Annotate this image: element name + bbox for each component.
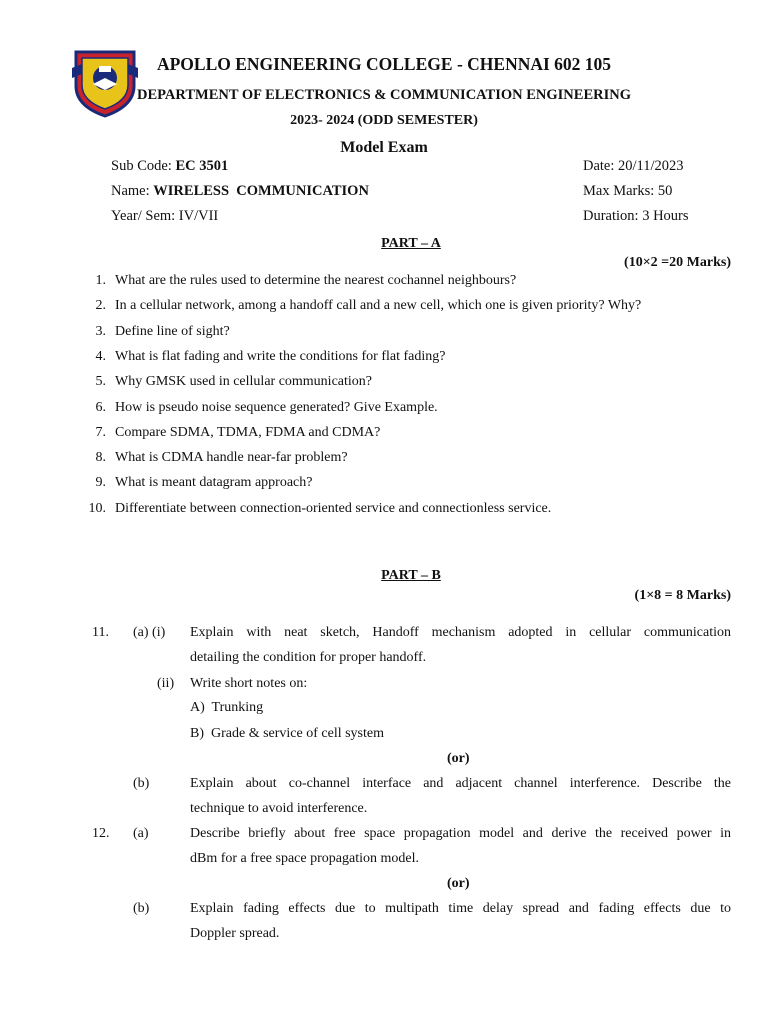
part-a-question-text: What is flat fading and write the conditions for flat fading? (115, 348, 446, 364)
part-a-question-text: Differentiate between connection-oriented service and connectionless service. (115, 500, 552, 516)
q11-a-ii-text: Write short notes on: (190, 676, 308, 691)
part-a-question-number: 9. (95, 475, 106, 491)
exam-title: Model Exam (340, 139, 428, 156)
part-a-question-text: What is meant datagram approach? (115, 475, 313, 491)
sub-code-label: Sub Code: (111, 158, 172, 174)
part-a-question-text: What are the rules used to determine the nearest cochannel neighbours? (115, 273, 517, 288)
part-a-question-number: 8. (95, 450, 106, 466)
max-marks: Max Marks: 50 (583, 183, 673, 199)
q11-a-label: (a) (i) (133, 625, 166, 640)
year-sem: Year/ Sem: IV/VII (111, 208, 219, 224)
part-b-title: PART – B (381, 568, 441, 583)
q11-b-line1: Explain about co-channel interface and adjacent channel interference. Describe the (190, 776, 731, 791)
exam-date: Date: 20/11/2023 (583, 158, 684, 174)
q11-b-line2: technique to avoid interference. (190, 801, 368, 816)
part-a-title: PART – A (381, 236, 441, 251)
q11-b-label: (b) (133, 776, 150, 791)
part-a-question-number: 3. (95, 323, 106, 339)
q11-number: 11. (92, 625, 109, 640)
department-name: DEPARTMENT OF ELECTRONICS & COMMUNICATION ENGINEERING (136, 87, 631, 103)
part-a-question-number: 7. (95, 424, 106, 440)
q12-b-label: (b) (133, 901, 150, 916)
q12-a-line1: Describe briefly about free space propagation model and derive the received power in (190, 826, 731, 841)
part-a-question-number: 4. (95, 348, 106, 364)
part-a-question-number: 2. (95, 298, 106, 314)
college-name: APOLLO ENGINEERING COLLEGE - CHENNAI 602 105 (156, 54, 612, 74)
part-a-question-number: 10. (88, 500, 106, 516)
or-separator-2: (or) (447, 876, 470, 891)
semester-label: 2023- 2024 (ODD SEMESTER) (290, 113, 478, 128)
part-a-question-text: How is pseudo noise sequence generated? Give Example. (115, 399, 438, 415)
part-a-question-number: 5. (95, 374, 106, 390)
q11-a-ii-item-a: A) Trunking (190, 700, 264, 715)
subject-name: WIRELESS COMMUNICATION (153, 183, 369, 199)
duration: Duration: 3 Hours (583, 208, 689, 224)
sub-code-value: EC 3501 (175, 158, 229, 174)
part-a-marks: (10×2 =20 Marks) (624, 255, 731, 270)
part-a-question-text: Define line of sight? (115, 323, 230, 339)
part-a-question-text: In a cellular network, among a handoff call and a new cell, which one is given priority? Why? (115, 298, 642, 314)
q11-a-i-line2: detailing the condition for proper handoff. (190, 650, 427, 665)
q12-b-line2: Doppler spread. (190, 926, 280, 941)
part-b-marks: (1×8 = 8 Marks) (634, 588, 731, 603)
part-a-question-number: 1. (95, 273, 106, 288)
or-separator-1: (or) (447, 751, 470, 766)
q12-b-line1: Explain fading effects due to multipath time delay spread and fading effects due to (190, 901, 731, 916)
q12-a-line2: dBm for a free space propagation model. (190, 851, 419, 866)
sub-code-row (111, 158, 228, 175)
part-a-question-number: 6. (95, 399, 106, 415)
name-row (111, 183, 369, 200)
q11-a-ii-item-b: B) Grade & service of cell system (190, 726, 384, 741)
name-label: Name: (111, 183, 150, 199)
q11-a-i-line1: Explain with neat sketch, Handoff mechanism adopted in cellular communication (190, 625, 731, 640)
q11-a-ii-label: (ii) (157, 676, 175, 691)
part-a-question-text: Why GMSK used in cellular communication? (115, 374, 372, 390)
part-a-question-text: What is CDMA handle near-far problem? (115, 450, 348, 466)
q12-number: 12. (92, 826, 110, 841)
q12-a-label: (a) (133, 826, 149, 841)
part-a-question-text: Compare SDMA, TDMA, FDMA and CDMA? (115, 424, 381, 440)
